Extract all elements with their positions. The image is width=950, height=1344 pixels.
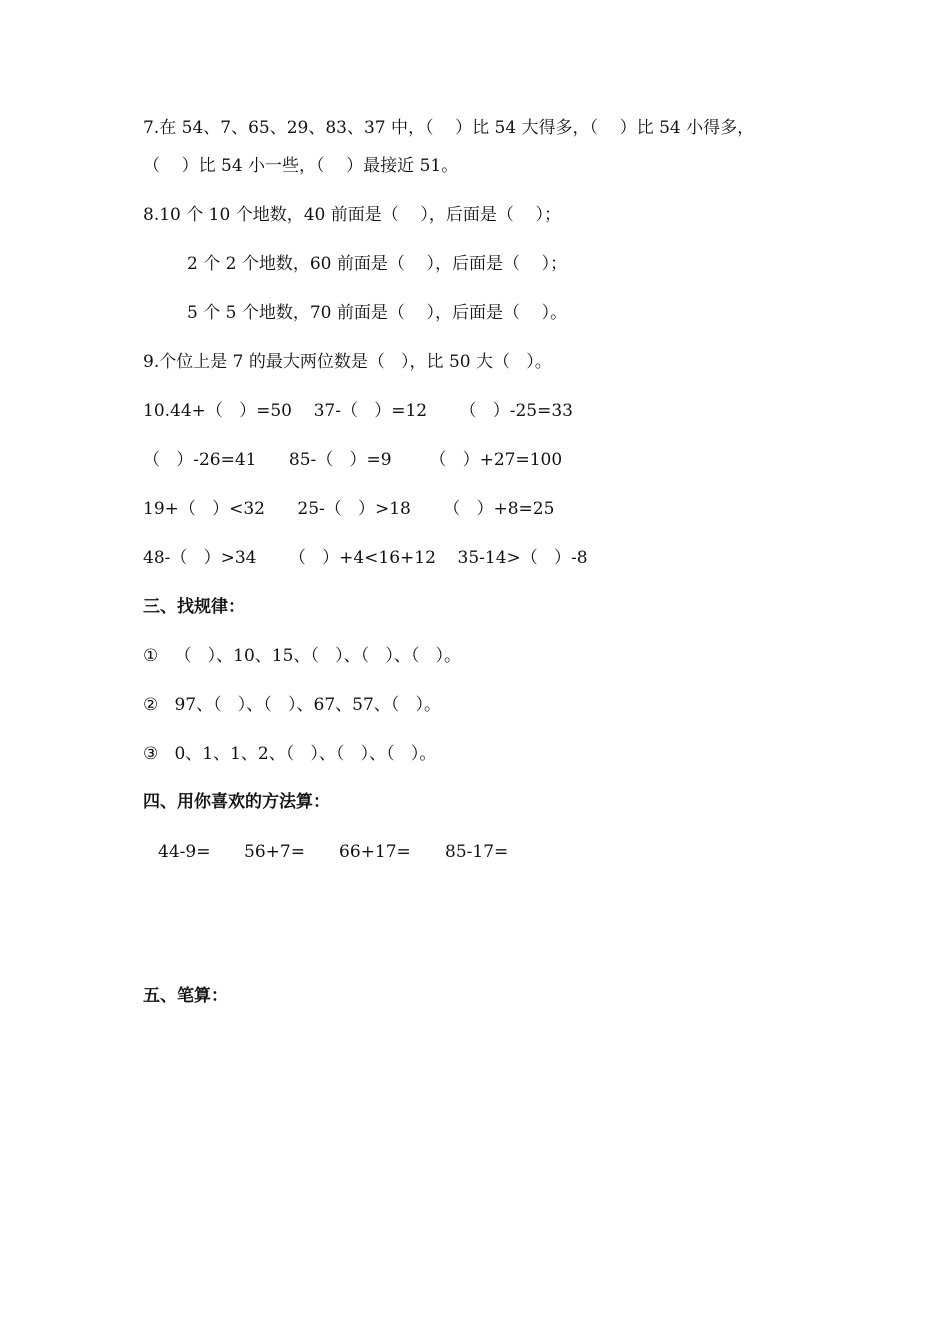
question-7-line-2: （ ）比 54 小一些，（ ）最接近 51。 bbox=[143, 156, 459, 176]
question-8-line-1: 8.10 个 10 个地数，40 前面是（ ），后面是（ ）； bbox=[143, 205, 561, 225]
section-4-item-3: 66+17= bbox=[339, 842, 411, 862]
question-10-row-2: （ ）-26=41 85-（ ）=9 （ ）+27=100 bbox=[143, 450, 563, 470]
section-3-item-1: ① （ ）、10、15、（ ）、（ ）、（ ）。 bbox=[143, 646, 462, 666]
question-9-line-1: 9.个位上是 7 的最大两位数是（ ），比 50 大（ ）。 bbox=[143, 352, 552, 372]
question-10-row-4: 48-（ ）>34 （ ）+4<16+12 35-14>（ ）-8 bbox=[143, 548, 588, 568]
section-3-item-2: ② 97、（ ）、（ ）、67、57、（ ）。 bbox=[143, 695, 441, 715]
section-4-title: 四、用你喜欢的方法算： bbox=[143, 792, 330, 812]
section-5-title: 五、笔算： bbox=[143, 986, 228, 1006]
question-8-line-3: 5 个 5 个地数，70 前面是（ ），后面是（ ）。 bbox=[187, 303, 568, 323]
question-7-line-1: 7.在 54、7、65、29、83、37 中，（ ）比 54 大得多，（ ）比 54 小得多， bbox=[143, 118, 755, 138]
section-4-item-1: 44-9= bbox=[158, 842, 211, 862]
question-10-row-1: 10.44+（ ）=50 37-（ ）=12 （ ）-25=33 bbox=[143, 401, 573, 421]
section-4-item-4: 85-17= bbox=[445, 842, 509, 862]
question-8-line-2: 2 个 2 个地数，60 前面是（ ），后面是（ ）； bbox=[187, 254, 568, 274]
question-10-row-3: 19+（ ）<32 25-（ ）>18 （ ）+8=25 bbox=[143, 499, 555, 519]
section-4-item-2: 56+7= bbox=[244, 842, 305, 862]
section-3-title: 三、找规律： bbox=[143, 597, 245, 617]
section-3-item-3: ③ 0、1、1、2、（ ）、（ ）、（ ）。 bbox=[143, 744, 437, 764]
